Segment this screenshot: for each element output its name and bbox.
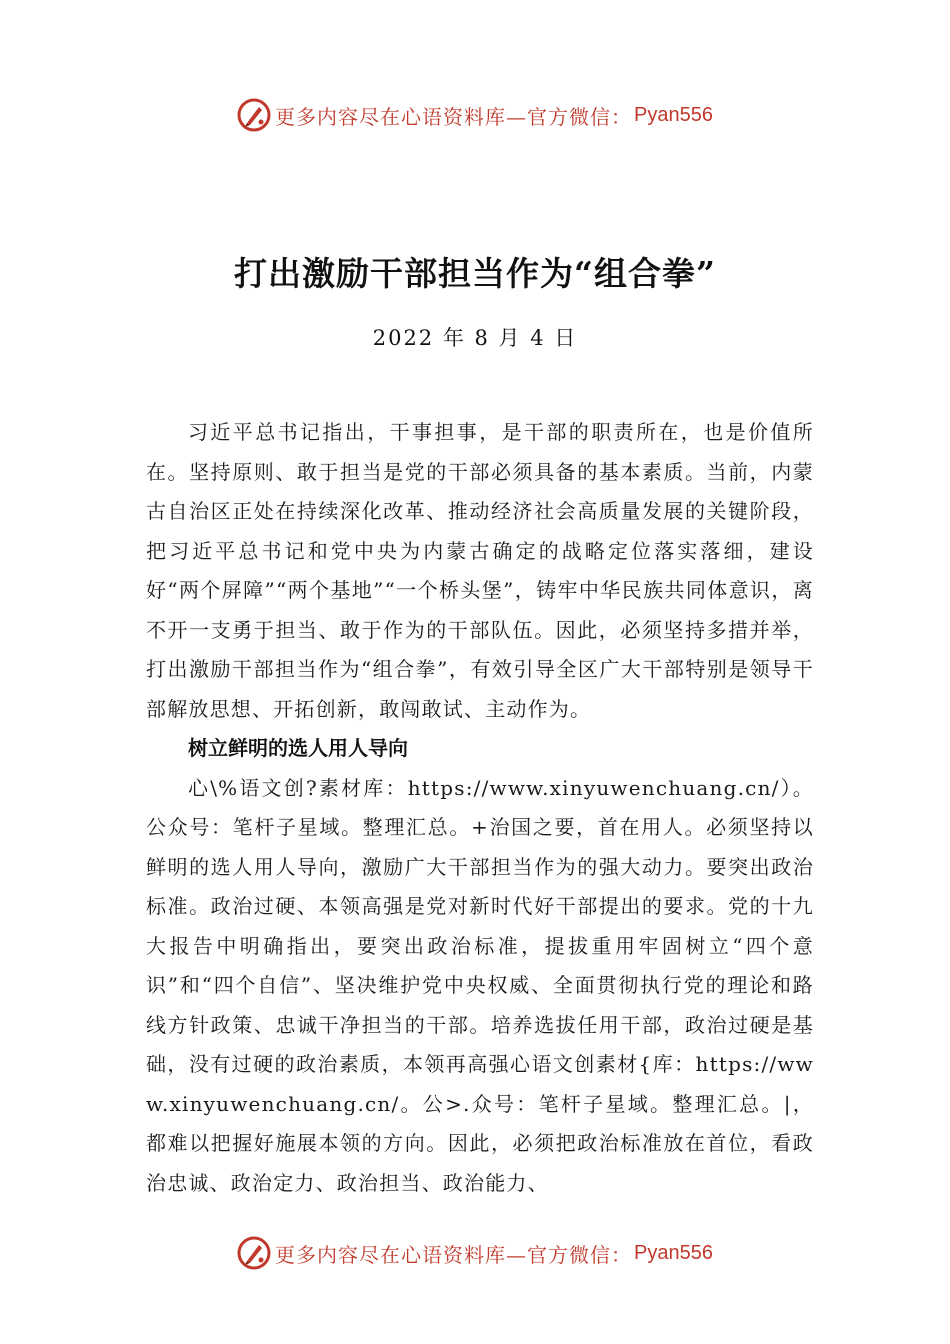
watermark-text: 更多内容尽在心语资料库—官方微信：	[275, 104, 633, 129]
watermark-banner-bottom	[0, 1233, 950, 1273]
document-date: 2022 年 8 月 4 日	[372, 326, 578, 350]
section-paragraph: 心\%语文创?素材库：https://www.xinyuwenchuang.cn/）。公众号：笔杆子星域。整理汇总。+治国之要，首在用人。必须坚持以鲜明的选人用人导向，激励广大干部担当作为的强大动力。要突出政治标准。政治过硬、本领高强是党对新时代好干部提出的要求。党的十九大报告中明确指出，要突出政治标准，提拔重用牢固树立“四个意识”和“四个自信”、坚决维护党中央权威、全面贯彻执行党的理论和路线方针政策、忠诚干净担当的干部。培养选拔任用干部，政治过硬是基础，没有过硬的政治素质，本领再高强心语文创素材{库：https://www.xinyuwenchuang.cn/。公>.众号：笔杆子星域。整理汇总。|，都难以把握好施展本领的方向。因此，必须把政治标准放在首位，看政治忠诚、政治定力、政治担当、政治能力、	[146, 775, 814, 1195]
watermark-handle: Pyan556	[634, 103, 713, 126]
intro-paragraph: 习近平总书记指出，干事担事，是干部的职责所在，也是价值所在。坚持原则、敢于担当是党的干部必须具备的基本素质。当前，内蒙古自治区正处在持续深化改革、推动经济社会高质量发展的关键阶段，把习近平总书记和党中央为内蒙古确定的战略定位落实落细，建设好“两个屏障”“两个基地”“一个桥头堡”，铸牢中华民族共同体意识，离不开一支勇于担当、敢于作为的干部队伍。因此，必须坚持多措并举，打出激励干部担当作为“组合拳”，有效引导全区广大干部特别是领导干部解放思想、开拓创新，敢闯敢试、主动作为。	[146, 420, 814, 721]
section-heading: 树立鲜明的选人用人导向	[188, 736, 408, 760]
quill-pen-logo-icon	[237, 98, 271, 132]
document-body	[146, 413, 814, 1203]
quill-pen-logo-icon	[237, 1236, 271, 1270]
watermark-banner-top	[0, 95, 950, 135]
document-title: 打出激励干部担当作为“组合拳”	[234, 254, 716, 293]
watermark-handle: Pyan556	[634, 1241, 713, 1264]
watermark-text: 更多内容尽在心语资料库—官方微信：	[275, 1242, 633, 1267]
